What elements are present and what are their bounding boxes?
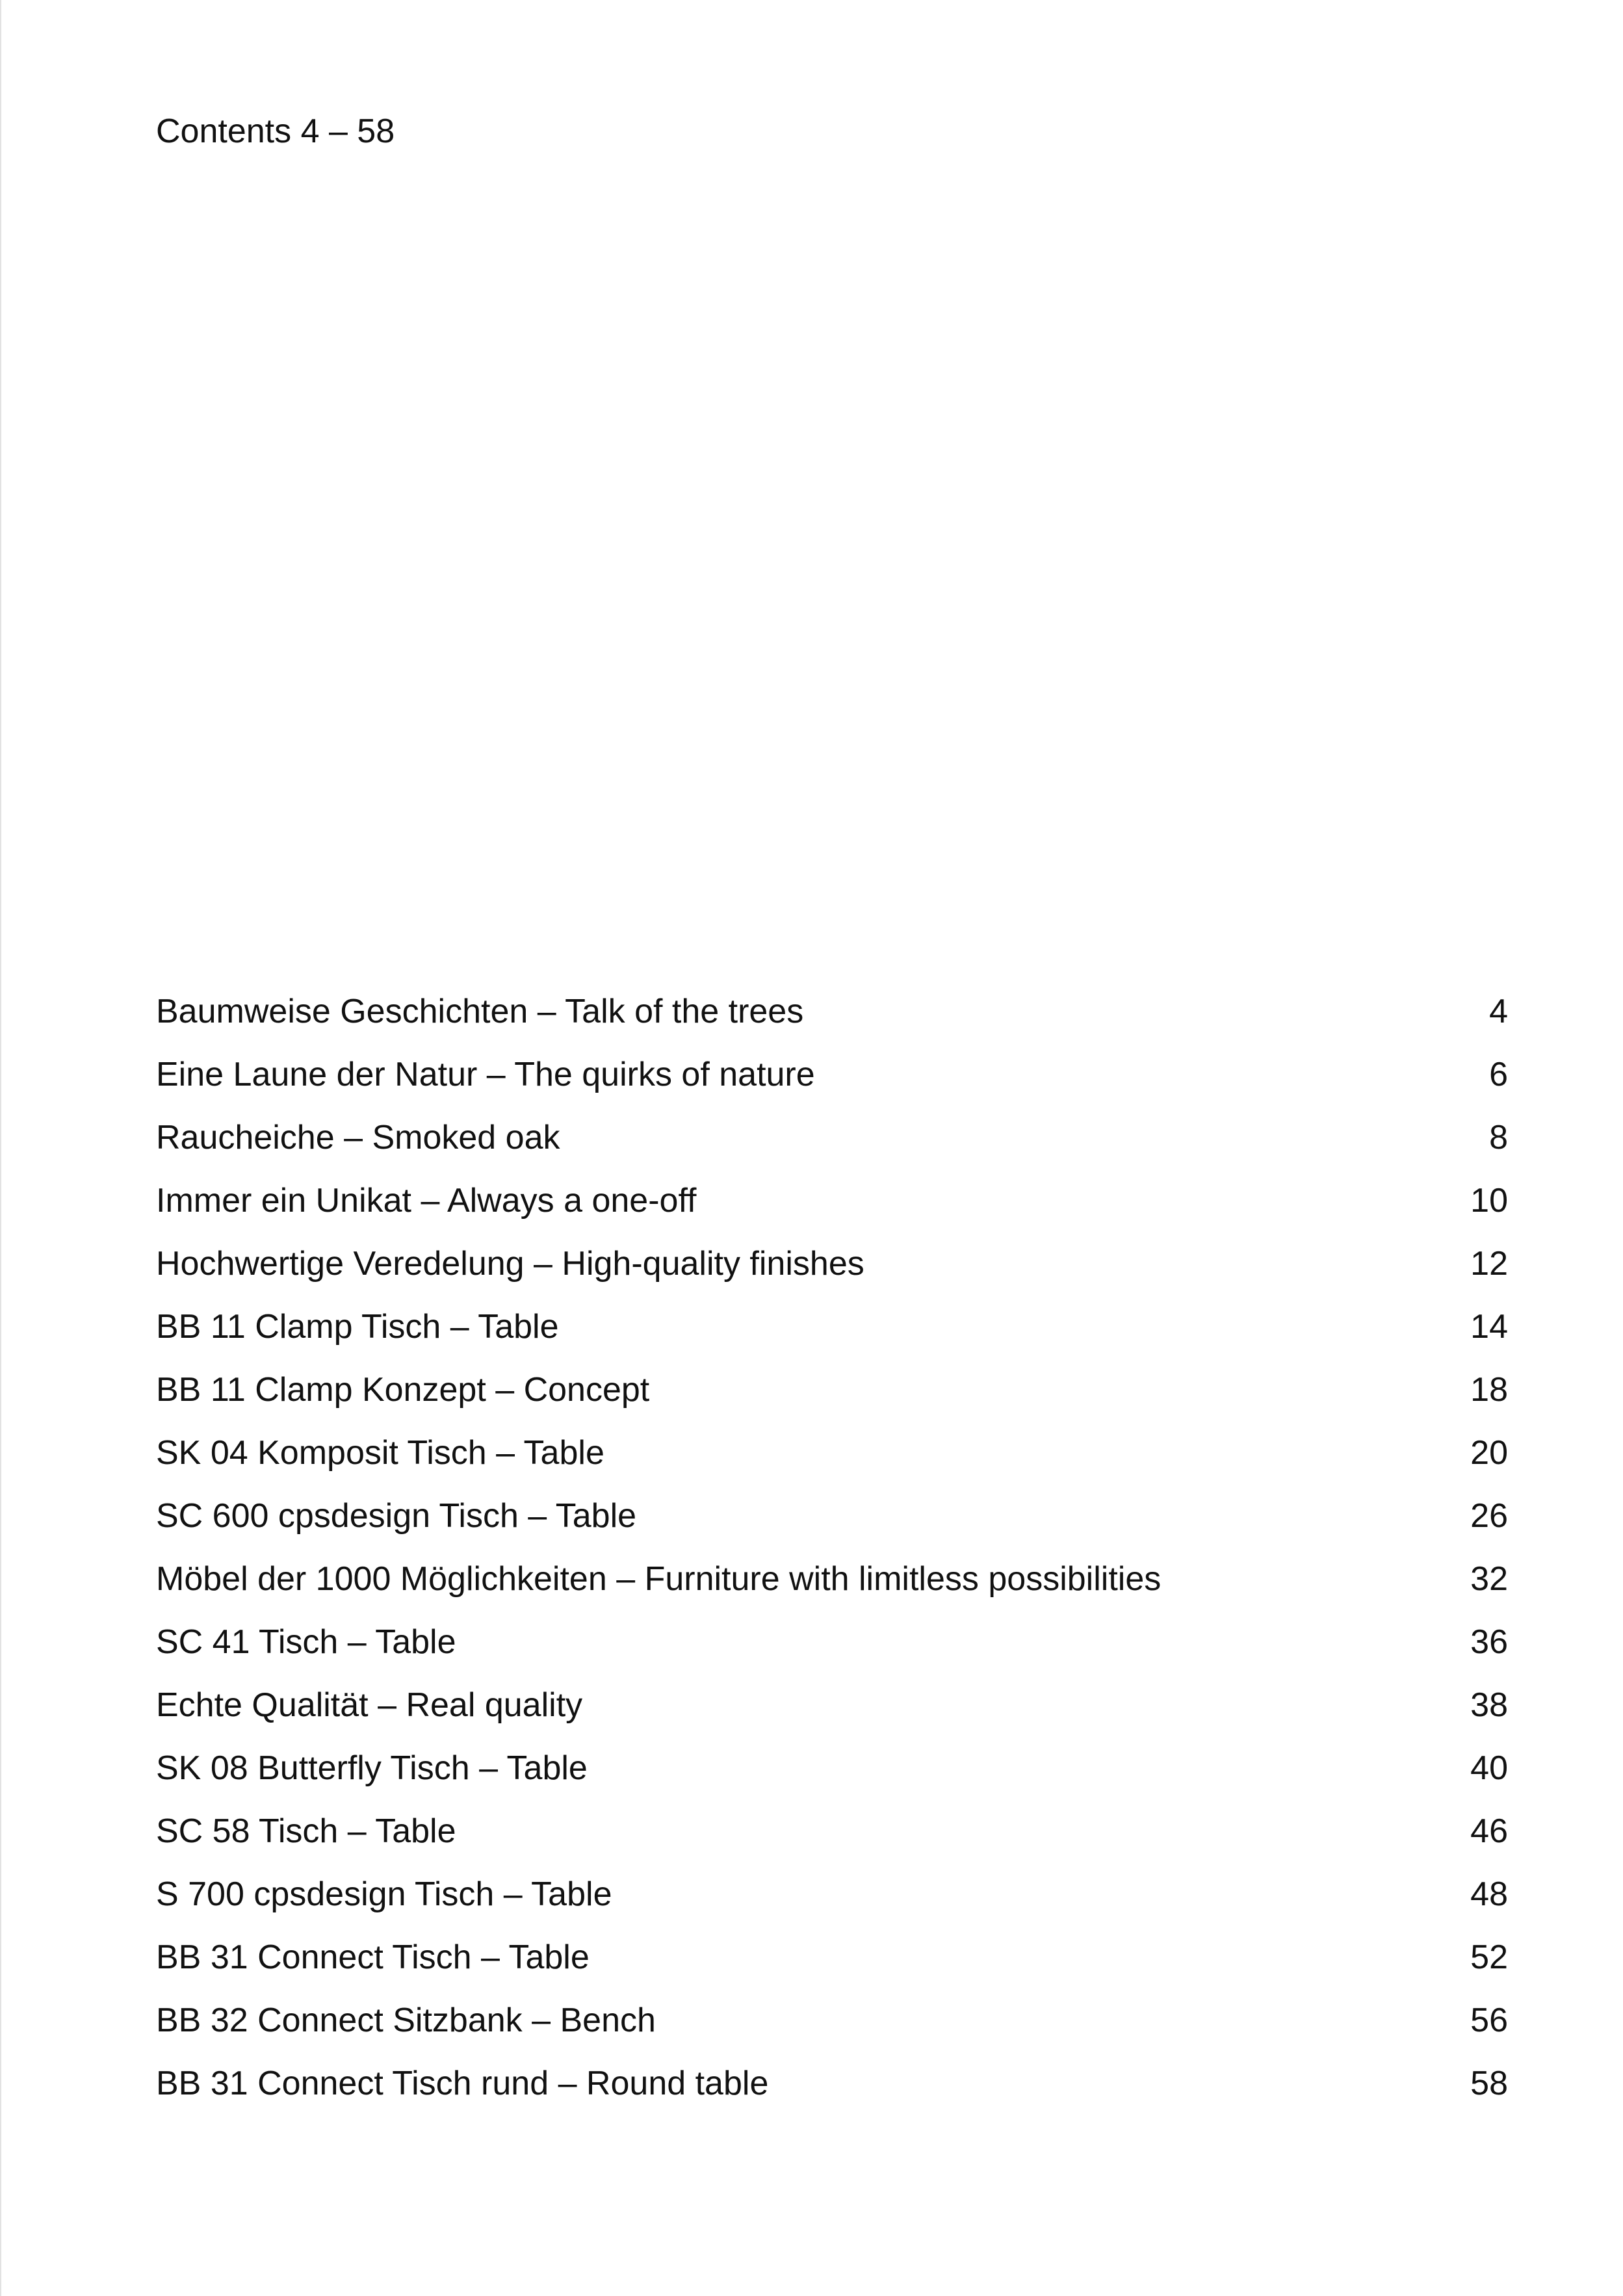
contents-heading: Contents 4 – 58 <box>156 112 395 150</box>
toc-entry-title: SC 600 cpsdesign Tisch – Table <box>156 1497 637 1535</box>
toc-entry-title: Immer ein Unikat – Always a one-off <box>156 1182 697 1220</box>
toc-entry-page-number: 18 <box>1470 1371 1508 1409</box>
toc-entry-page-number: 36 <box>1470 1623 1508 1661</box>
toc-entry-sk08-butterfly-table[interactable] <box>156 1747 1508 1810</box>
toc-entry-page-number: 26 <box>1470 1497 1508 1535</box>
toc-entry-title: Raucheiche – Smoked oak <box>156 1119 560 1156</box>
toc-entry-talk-of-the-trees[interactable] <box>156 991 1508 1054</box>
toc-entry-s700-cpsdesign-table[interactable] <box>156 1873 1508 1937</box>
toc-entry-sk04-komposit-table[interactable] <box>156 1432 1508 1495</box>
toc-entry-quirks-of-nature[interactable] <box>156 1054 1508 1117</box>
toc-entry-title: Echte Qualität – Real quality <box>156 1686 583 1724</box>
toc-entry-page-number: 20 <box>1470 1434 1508 1472</box>
table-of-contents <box>156 991 1508 2126</box>
toc-entry-page-number: 8 <box>1489 1119 1508 1156</box>
toc-entry-always-a-one-off[interactable] <box>156 1180 1508 1243</box>
toc-entry-bb32-connect-bench[interactable] <box>156 2000 1508 2063</box>
toc-entry-page-number: 56 <box>1470 2002 1508 2039</box>
toc-entry-title: Hochwertige Veredelung – High-quality finishes <box>156 1245 864 1283</box>
toc-entry-page-number: 12 <box>1470 1245 1508 1283</box>
toc-entry-title: BB 32 Connect Sitzbank – Bench <box>156 2002 656 2039</box>
toc-entry-title: Baumweise Geschichten – Talk of the trees <box>156 993 804 1030</box>
toc-entry-bb31-connect-round-table[interactable] <box>156 2063 1508 2126</box>
toc-entry-page-number: 32 <box>1470 1560 1508 1598</box>
toc-entry-page-number: 4 <box>1489 993 1508 1030</box>
toc-entry-smoked-oak[interactable] <box>156 1117 1508 1180</box>
toc-entry-title: BB 31 Connect Tisch rund – Round table <box>156 2065 769 2102</box>
toc-entry-title: BB 11 Clamp Konzept – Concept <box>156 1371 650 1409</box>
toc-entry-limitless-possibilities[interactable] <box>156 1558 1508 1621</box>
toc-entry-sc41-table[interactable] <box>156 1621 1508 1684</box>
toc-entry-title: Möbel der 1000 Möglichkeiten – Furniture with limitless possibilities <box>156 1560 1162 1598</box>
toc-entry-page-number: 10 <box>1470 1182 1508 1220</box>
toc-entry-page-number: 52 <box>1470 1938 1508 1976</box>
toc-entry-page-number: 40 <box>1470 1749 1508 1787</box>
toc-entry-title: SK 04 Komposit Tisch – Table <box>156 1434 604 1472</box>
toc-entry-high-quality-finishes[interactable] <box>156 1243 1508 1306</box>
toc-entry-sc600-cpsdesign-table[interactable] <box>156 1495 1508 1558</box>
toc-entry-page-number: 46 <box>1470 1812 1508 1850</box>
toc-entry-title: BB 31 Connect Tisch – Table <box>156 1938 590 1976</box>
toc-entry-title: SK 08 Butterfly Tisch – Table <box>156 1749 588 1787</box>
toc-entry-page-number: 38 <box>1470 1686 1508 1724</box>
toc-entry-page-number: 14 <box>1470 1308 1508 1346</box>
toc-entry-page-number: 6 <box>1489 1056 1508 1093</box>
toc-entry-title: S 700 cpsdesign Tisch – Table <box>156 1875 612 1913</box>
page-edge-divider <box>0 0 1 2296</box>
toc-entry-page-number: 58 <box>1470 2065 1508 2102</box>
toc-entry-page-number: 48 <box>1470 1875 1508 1913</box>
toc-entry-title: SC 58 Tisch – Table <box>156 1812 456 1850</box>
toc-entry-title: Eine Laune der Natur – The quirks of nature <box>156 1056 815 1093</box>
toc-entry-title: SC 41 Tisch – Table <box>156 1623 456 1661</box>
toc-entry-title: BB 11 Clamp Tisch – Table <box>156 1308 559 1346</box>
toc-entry-bb11-clamp-concept[interactable] <box>156 1369 1508 1432</box>
toc-entry-bb31-connect-table[interactable] <box>156 1937 1508 2000</box>
toc-entry-real-quality[interactable] <box>156 1684 1508 1747</box>
toc-entry-sc58-table[interactable] <box>156 1810 1508 1873</box>
toc-entry-bb11-clamp-table[interactable] <box>156 1306 1508 1369</box>
